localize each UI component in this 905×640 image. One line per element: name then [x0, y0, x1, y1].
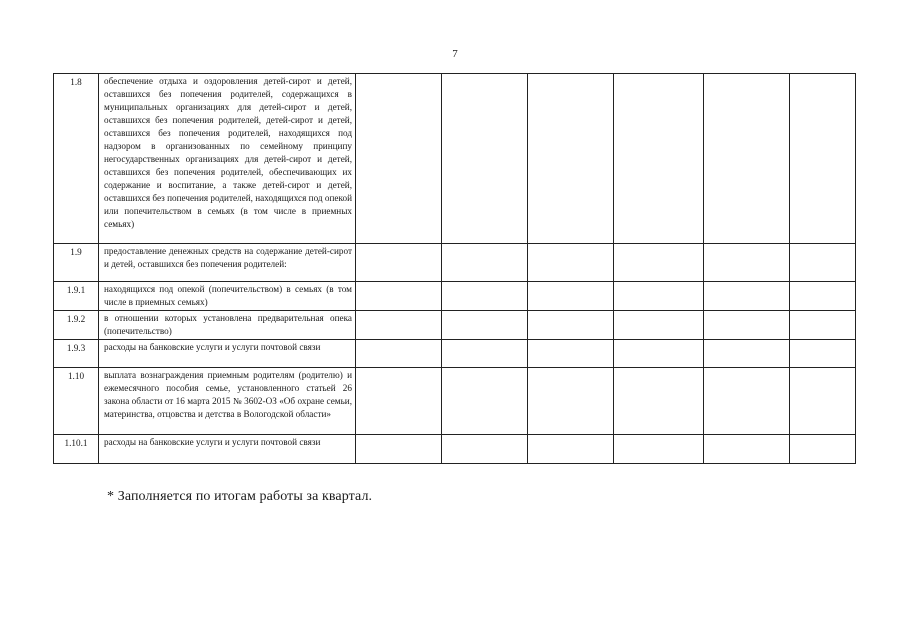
row-number: 1.9.3	[54, 340, 99, 368]
row-description: в отношении которых установлена предварительная опека (попечительство)	[99, 311, 356, 340]
value-cell	[614, 368, 704, 435]
value-cell	[704, 74, 790, 244]
value-cell	[614, 435, 704, 464]
value-cell	[704, 340, 790, 368]
value-cell	[356, 368, 442, 435]
value-cell	[528, 74, 614, 244]
report-table	[53, 73, 856, 464]
table-row	[54, 340, 856, 368]
table-row	[54, 282, 856, 311]
value-cell	[442, 244, 528, 282]
row-description: расходы на банковские услуги и услуги почтовой связи	[99, 340, 356, 368]
table-row	[54, 311, 856, 340]
value-cell	[528, 435, 614, 464]
value-cell	[528, 244, 614, 282]
row-description: находящихся под опекой (попечительством) в семьях (в том числе в приемных семьях)	[99, 282, 356, 311]
value-cell	[356, 435, 442, 464]
value-cell	[442, 282, 528, 311]
value-cell	[442, 311, 528, 340]
footnote: * Заполняется по итогам работы за квартал.	[107, 489, 373, 504]
value-cell	[790, 311, 856, 340]
value-cell	[704, 368, 790, 435]
value-cell	[790, 368, 856, 435]
value-cell	[614, 282, 704, 311]
table-row	[54, 368, 856, 435]
row-description: расходы на банковские услуги и услуги почтовой связи	[99, 435, 356, 464]
row-number: 1.9	[54, 244, 99, 282]
value-cell	[704, 435, 790, 464]
value-cell	[356, 311, 442, 340]
value-cell	[614, 244, 704, 282]
value-cell	[528, 311, 614, 340]
value-cell	[442, 74, 528, 244]
value-cell	[356, 74, 442, 244]
row-description: обеспечение отдыха и оздоровления детей-сирот и детей, оставшихся без попечения родителей, содержащихся в муниципальных организациях для детей-сирот и детей, оставшихся без попечения родителей, детей-сирот и детей, оставшихся без попечения родителей, находящихся под надзором в организованных по семейному принципу негосударственных организациях для детей-сирот и детей, оставшихся без попечения родителей, обеспечивающих их содержание и воспитание, а также детей-сирот и детей, оставшихся без попечения родителей, находящихся под опекой или попечительством в семьях (в том числе в приемных семьях)	[99, 74, 356, 244]
value-cell	[790, 244, 856, 282]
row-number: 1.10	[54, 368, 99, 435]
value-cell	[442, 368, 528, 435]
value-cell	[442, 435, 528, 464]
value-cell	[528, 282, 614, 311]
value-cell	[704, 311, 790, 340]
value-cell	[356, 244, 442, 282]
value-cell	[356, 282, 442, 311]
value-cell	[614, 74, 704, 244]
value-cell	[704, 244, 790, 282]
row-description: предоставление денежных средств на содержание детей-сирот и детей, оставшихся без попечения родителей:	[99, 244, 356, 282]
page-number: 7	[452, 48, 458, 60]
row-number: 1.10.1	[54, 435, 99, 464]
value-cell	[356, 340, 442, 368]
value-cell	[528, 340, 614, 368]
value-cell	[442, 340, 528, 368]
value-cell	[528, 368, 614, 435]
table-row	[54, 74, 856, 244]
value-cell	[614, 340, 704, 368]
row-number: 1.8	[54, 74, 99, 244]
value-cell	[790, 435, 856, 464]
value-cell	[790, 340, 856, 368]
value-cell	[790, 282, 856, 311]
value-cell	[614, 311, 704, 340]
row-description: выплата вознаграждения приемным родителям (родителю) и ежемесячного пособия семье, установленного статьей 26 закона области от 16 марта 2015 № 3602-ОЗ «Об охране семьи, материнства, отцовства и детства в Вологодской области»	[99, 368, 356, 435]
table-row	[54, 244, 856, 282]
row-number: 1.9.1	[54, 282, 99, 311]
value-cell	[704, 282, 790, 311]
table-row	[54, 435, 856, 464]
value-cell	[790, 74, 856, 244]
row-number: 1.9.2	[54, 311, 99, 340]
